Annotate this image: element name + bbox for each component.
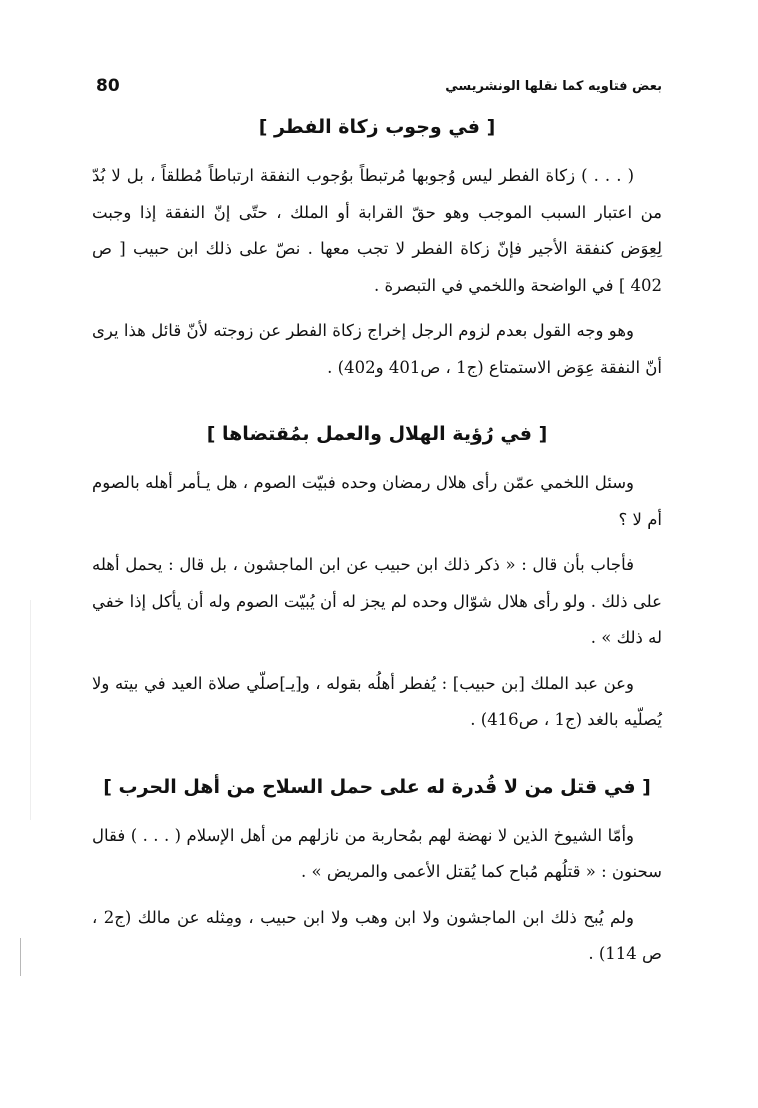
scan-margin-line xyxy=(20,938,21,976)
section-moon-sighting xyxy=(92,419,662,739)
section-heading: [ في قتل من لا قُدرة له على حمل السلاح من أهل الحرب ] xyxy=(103,775,651,798)
paragraph: وسئل اللخمي عمّن رأى هلال رمضان وحده فبيّت الصوم ، هل يـأمر أهله بالصوم أم لا ؟ xyxy=(92,473,662,529)
scan-shadow xyxy=(30,600,31,820)
paragraph: وأمّا الشيوخ الذين لا نهضة لهم بمُحاربة من نازلهم من أهل الإسلام ( . . . ) فقال سحنون : « قتلُهم مُباح كما يُقتل الأعمى والمريض » . xyxy=(92,825,662,881)
page-number: 80 xyxy=(96,76,120,96)
running-title: بعض فتاويه كما نقلها الونشريسي xyxy=(445,78,662,94)
section-zakat-al-fitr xyxy=(92,112,662,386)
paragraph: فأجاب بأن قال : « ذكر ذلك ابن حبيب عن ابن الماجشون ، بل قال : يحمل أهله على ذلك . ولو رأى هلال شوّال وحده لم يجز له أن يُبيّت الصوم وله أن يأكل إذا خفي له ذلك » . xyxy=(92,555,662,647)
paragraph: وعن عبد الملك [بن حبيب] : يُفطر أهلُه بقوله ، و[يـ]صلّي صلاة العيد في بيته ولا يُصلّيه بالغد (ج1 ، ص416) . xyxy=(92,673,662,729)
paragraph: ( . . . ) زكاة الفطر ليس وُجوبها مُرتبطاً بوُجوب النفقة ارتباطاً مُطلقاً ، بل لا بُدّ من اعتبار السبب الموجب وهو حقّ القرابة أو الملك ، حتّى إنّ النفقة إذا وجبت لِعِوَض كنفقة الأجير فإنّ زكاة الفطر لا تجب معها . نصّ على ذلك ابن حبيب [ ص 402 ] في الواضحة واللخمي في التبصرة . xyxy=(92,166,662,295)
paragraph: ولم يُبح ذلك ابن الماجشون ولا ابن وهب ولا ابن حبيب ، ومِثله عن مالك (ج2 ، ص 114) . xyxy=(92,907,662,963)
section-war-rules xyxy=(92,772,662,973)
page-header xyxy=(96,74,662,98)
section-heading: [ في وجوب زكاة الفطر ] xyxy=(258,116,496,138)
page-content xyxy=(92,112,662,982)
paragraph: وهو وجه القول بعدم لزوم الرجل إخراج زكاة الفطر عن زوجته لأنّ قائل هذا يرى أنّ النفقة عِوَض الاستمتاع (ج1 ، ص401 و402) . xyxy=(92,321,662,377)
section-heading: [ في رُؤية الهلال والعمل بمُقتضاها ] xyxy=(206,423,548,445)
